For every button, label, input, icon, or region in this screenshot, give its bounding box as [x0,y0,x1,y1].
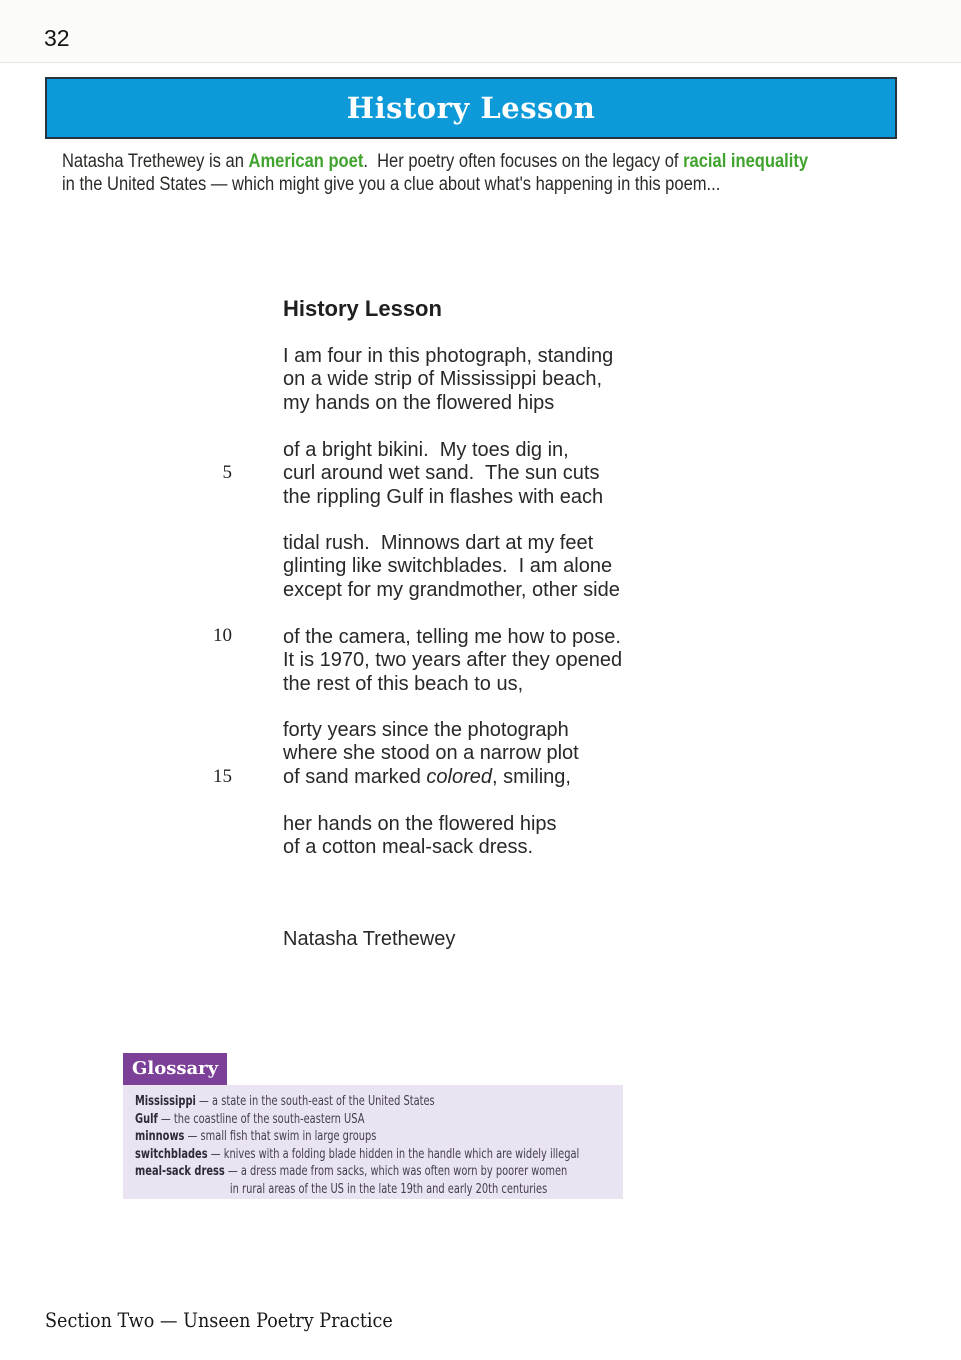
intro-text [62,151,808,196]
glossary-entry [135,1146,623,1164]
title-banner [45,77,897,139]
glossary-title: Glossary [132,1058,219,1079]
page-number: 32 [44,25,70,51]
poem-stanza [283,439,603,509]
poem-text: curl around wet sand. The sun cuts [283,462,600,485]
page-top-band [0,0,961,63]
poem-line [283,742,579,765]
glossary-panel [123,1085,623,1199]
poem-text: I am four in this photograph, standing [283,345,614,367]
poem-line [283,673,622,696]
glossary-term: minnows [135,1128,185,1144]
poem-text: the rippling Gulf in flashes with each [283,485,604,508]
intro-line [62,151,808,174]
glossary-definition: — knives with a folding blade hidden in the handle which are widely illegal [207,1145,580,1162]
poem-line [283,579,620,602]
poem-line [283,532,620,555]
line-number-10: 10 [213,625,232,646]
intro-highlight: American poet [248,151,364,172]
poem-text: tidal rush. Minnows dart at my feet [283,532,594,554]
glossary-header [123,1053,227,1085]
poem-line [283,555,620,578]
poem-text: , smiling, [492,765,571,788]
poem-title: History Lesson [283,296,442,321]
poem-text: forty years since the photograph [283,719,569,741]
poem-line [283,462,603,485]
poem-line [283,626,622,649]
glossary-term: meal-sack dress [135,1163,225,1179]
glossary-definition: — a dress made from sacks, which was often worn by poorer women [224,1163,568,1179]
glossary-entry [135,1163,623,1198]
poem-line [283,439,603,462]
glossary-definition: — small fish that swim in large groups [184,1128,377,1144]
poem-text: where she stood on a narrow plot [283,742,579,765]
intro-highlight: racial inequality [683,151,809,172]
poem-line [283,719,579,742]
intro-segment: Natasha Trethewey is an [62,151,249,172]
poem-stanza [283,532,620,602]
poem-line [283,766,579,789]
glossary-entry [135,1093,623,1111]
line-number-15: 15 [213,766,232,787]
poem-text: the rest of this beach to us, [283,672,524,695]
poem-line [283,486,603,509]
poem-text: glinting like switchblades. I am alone [283,555,613,578]
intro-segment: in the United States — which might give you a clue about what's happening in this poem... [62,173,721,195]
intro-segment: . Her poetry often focuses on the legacy of [363,151,684,172]
intro-line [62,174,808,197]
glossary-term: Mississippi [135,1093,196,1109]
poem-line [283,836,557,859]
banner-title: History Lesson [346,91,596,125]
glossary-term: Gulf [135,1110,158,1127]
glossary-entries [135,1093,623,1198]
poem-text: her hands on the flowered hips [283,813,557,835]
poem-text: It is 1970, two years after they opened [283,649,623,672]
poem-line [283,392,613,415]
glossary-term: switchblades [135,1145,208,1162]
poem-text: except for my grandmother, other side [283,578,620,601]
poem-line [283,368,613,391]
glossary-definition: — the coastline of the south-eastern USA [157,1110,365,1127]
poem-text: on a wide strip of Mississippi beach, [283,368,603,391]
glossary-entry [135,1111,623,1129]
line-number-5: 5 [222,462,232,483]
poem-line [283,649,622,672]
poem-text: of a bright bikini. My toes dig in, [283,439,569,461]
poem-stanza [283,345,613,415]
poem-line [283,813,557,836]
glossary-definition-wrap: in rural areas of the US in the late 19th and early 20th centuries [229,1180,548,1197]
poem-italic-word: colored [426,765,493,788]
poem-text: my hands on the flowered hips [283,391,555,414]
section-footer: Section Two — Unseen Poetry Practice [45,1308,393,1332]
poem-line [283,345,613,368]
poem-text: of sand marked [283,765,427,788]
glossary-entry [135,1128,623,1146]
poem-text: of the camera, telling me how to pose. [283,626,621,648]
poem-stanza [283,719,579,789]
poem-author: Natasha Trethewey [283,928,456,950]
glossary-definition: — a state in the south-east of the United States [195,1093,435,1109]
poem-stanza [283,626,622,696]
poem-text: of a cotton meal-sack dress. [283,836,534,859]
poem-stanza [283,813,557,860]
